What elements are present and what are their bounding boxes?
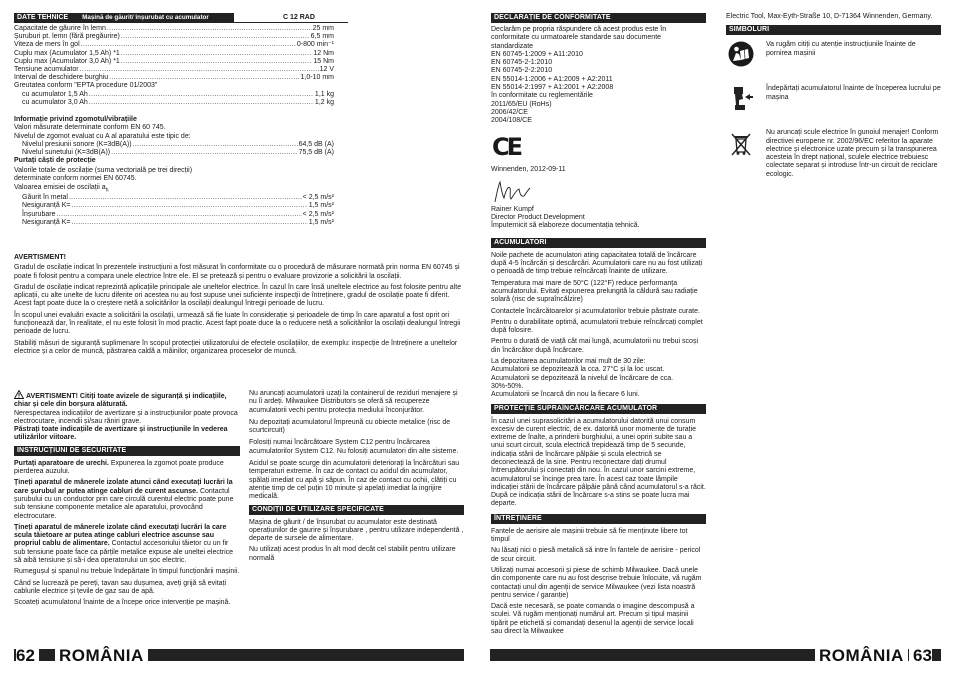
batteries-paragraph: La depozitarea acumulatorilor mai mult de 30 zile: Acumulatorii se depozitează la cca. 27°C și la loc uscat. Acumulatorii se depozitează la nivelul de încărcare de cca. 30%-50%. Acumulatorii se încarcă din nou la fiecare 6 luni. [491,358,674,399]
vibration-value-row: Găurit în metal ..... < 2,5 m/s² [14,194,334,202]
overload-section-header: PROTECȚIE SUPRAÎNCĂRCARE ACUMULATOR [491,404,706,414]
maintenance-section-header: ÎNTREȚINERE [491,514,706,524]
security-paragraph: Țineți aparatul de mânerele izolate atunci când executați lucrări la care șurubul ar putea atinge cabluri de curent ascunse. Contactul șurubului cu un conductor prin care circulă curentul electric poate pune sub tensiune componente metalice ale aparatului, provocând electrocutare. [14,479,234,520]
header-rule [234,22,348,23]
noise-title: Informație privind zgomotul/vibrațiile [14,116,137,123]
signature-icon [493,178,533,206]
spec-row: Viteza de mers în gol ..... 0-800 min⁻¹ [14,41,334,49]
spec-row: Cuplu max (Acumulator 3,0 Ah) *1 ..... 15 Nm [14,58,334,66]
signer-authorization: Împuternicit să elaboreze documentația tehnică. [491,222,640,230]
batteries-paragraph: Pentru o durată de viață cât mai lungă, acumulatorii nu trebui scoși din încărcător după încărcare. [491,338,699,354]
use-paragraph: Mașina de găurit / de înșurubat cu acumulator este destinată operațiunilor de gaurire și înșurubare , pentru utilizare independentă , departe de sursele de alimentare. [249,518,464,543]
vibration-line: determinate conform normei EN 60745. [14,175,137,183]
right-page [477,0,954,677]
spec-row: Interval de deschidere burghiu ..... 1,0-10 mm [14,74,334,82]
technical-data-header [14,13,234,23]
vibration-line: Valorile totale de oscilație (suma vectorială pe trei direcții) [14,167,193,174]
maintenance-paragraph: Fantele de aerisire ale mașinii trebuie să fie menținute libere tot timpul [491,527,688,544]
spec-row: Cuplu max (Acumulator 1,5 Ah) *1 ..... 12 Nm [14,50,334,58]
weight-row: cu acumulator 3,0 Ah ..... 1,2 kg [14,99,334,107]
noise-value-row: Nivelul presiunii sonore (K=3dB(A)) ..... 64,5 dB (A) [14,141,334,149]
batteries-section-header: ACUMULATORI [491,238,706,248]
left-column-1 [14,390,240,608]
right-page-number: 63 [909,646,932,666]
remove-battery-icon [728,85,754,111]
read-manual-icon [728,41,754,67]
noise-value-row: Nivelul sunetului (K=3dB(A)) ..... 75,5 dB (A) [14,149,334,157]
vibration-block [14,167,334,227]
vibration-value-row: Nesiguranță K= ..... 1,5 m/s² [14,202,334,210]
overload-paragraph: În cazul unei suprasolicitări a acumulatorului datorită unui consum excesiv de curent electric, de ex. datorită unor momente de turație extreme de înalte, a prinderii burghiului, a unei opriri subite sau a unui scurt circuit, scula electrică trepidează timp de 5 secunde, indicația stării de încărcare pâlpâie și scula electrică se deconectează de la sine. Pentru reconectare dați drumul întrerupătorului și conectați din nou. În cazul unor sarcini extreme, acumulatorul se încinge prea tare. În acest caz toate lămpile indicației stării de încărcare pâlpâie până când acumulatorul s-a răcit. După ce indicația stării de încărcare s-a stins se poate lucra mai departe. [491,417,706,508]
noise-block [14,116,334,166]
avertisment-paragraph: În scopul unei evaluări exacte a solicitării la oscilații, urmează să fie luate în considerație și perioadele de timp în care aparatul a fost oprit ori funcționează dar, în realitate, el nu este folosit în mod practic. Acest fapt poate duce la o reducere netă a solicitărilor la oscilații dealungul întregii perioade de lucru. [14,311,461,336]
signer-role: Director Product Development [491,214,585,222]
vibration-line: Valoarea emisiei de oscilații $a_h$ [14,183,109,193]
spec-row: Capacitate de găurire în lemn ..... 25 mm [14,25,334,33]
symbol-description: Îndepărtați acumulatorul înainte de începerea lucrului pe mașina [766,85,941,101]
acid-paragraph: Acidul se poate scurge din acumulatorii deteriorați la încărcături sau temperaturi extreme. În caz de contact cu acidul din acumulator, spălați imediat cu apă și săpun. În caz de contact cu ochii, clătiți cu atenție timp de cel puțin 10 minute și apelați imediat la ingrijire medicală. [249,460,460,501]
noise-line: Nivelul de zgomot evaluat cu A al aparatului este tipic de: [14,132,191,140]
avertisment-paragraph: Gradul de oscilație indicat reprezintă aplicațiile principale ale uneltelor electrice. În cazul în care însă uneltele electrice au fost folosite pentru alte aplicații, cu alte unelte de lucru diferite ori acestea nu au fost supuse unei suficiente inspecții de întreținere, gradul de oscilație poate fi diferit. Acest fapt poate duce la o creștere netă a solicitărilor la oscilații dealungul întregii perioade de lucru. [14,283,462,308]
maintenance-paragraph: Nu lăsați nici o piesă metalică să intre în fantele de aerisire - pericol de scur circuit. [491,547,701,563]
ce-mark: CE [492,132,521,161]
avertisment-title: AVERTISMENT! [14,254,66,261]
left-column-2 [249,390,464,563]
conformity-lines: Declarăm pe propria răspundere că acest produs este în conformitate cu urmatoarele standarde sau documente standardizate EN 60745-1:2009 + A11:2010 EN 60745-2-1:2010 EN 60745-2-2:2010 EN 55014-1:2006 + A1:2009 + A2:2011 EN 55014-2:1997 + A1:2001 + A2:2008 în conformitate cu reglementările 2011/65/EU (RoHs) 2006/42/CE 2004/108/CE [491,26,667,125]
weight-heading: Greutatea conform "EPTA procedure 01/2003" [14,82,158,90]
avertisment-paragraph: Gradul de oscilație indicat în prezentele instrucțiuni a fost măsurat în conformitate cu o procedură de măsurare normată prin norma EN 60745 și poate fi folosit pentru a compara unele electrice între ele. El se pretează și pentru o evaluare provizorie a solicitării la oscilații. [14,264,460,280]
symbol-row [726,85,941,115]
battery-storage-paragraph: Nu depozitați acumulatorul împreună cu obiecte metalice (risc de scurtcircuit) [249,418,451,435]
general-warning [14,390,240,443]
maintenance-paragraph: Dacă este necesară, se poate comanda o imagine descompusă a sculei. Vă rugăm menționați numărul art. Precum și tipul mașinii tipărit pe etichetă și comandați desenul la agenții de service locali sau direct la Milwaukee [491,603,695,636]
general-warning-head: AVERTISMENT! Citiți toate avizele de siguranță și indicațiile, chiar și cele din borșura alăturată. [14,393,227,409]
symbol-description: Nu aruncați scule electrice în gunoiul menajer! Conform directivei europene nr. 2002/96/EC referitor la aparate electrice și electronice uzate precum și la transpunerea acesteia în drept național, sculele electrice trebuiesc colectate separat și introduse într-un circuit de reciclare ecologic. [766,129,939,178]
spec-row: Șuruburi pt. lemn (fără pregăurire) ..... 6,5 mm [14,33,334,41]
left-page-title: ROMÂNIA [55,646,148,666]
ear-protection-note: Purtați căști de protecție [14,157,96,165]
charger-paragraph: Folosiți numai încărcătoare System C12 pentru încărcarea acumulatorilor System C12. Nu folosiți acumulatori din alte sisteme. [249,439,459,455]
security-paragraph: Când se lucrează pe pereți, tavan sau dușumea, aveți grijă să evitați cablurile electrice și țevile de gaz sau de apă. [14,579,227,595]
noise-line: Valori măsurate determinate conform EN 60 745. [14,124,166,132]
symbol-row [726,41,941,71]
symbol-row [726,129,941,179]
security-paragraph: Purtați aparatoare de urechi. Expunerea la zgomot poate produce pierderea auzului. [14,459,224,476]
left-page-number: 62 [16,646,39,666]
manufacturer-address: Electric Tool, Max-Eyth-Straße 10, D-71364 Winnenden, Germany. [726,13,933,20]
warning-triangle-icon [14,390,24,399]
batteries-paragraph: Contactele încărcătoarelor și acumulatorilor trebuie păstrate curate. [491,307,700,315]
right-page-title: ROMÂNIA [815,646,908,666]
technical-data-label: DATE TEHNICE [17,14,69,21]
batteries-paragraph: Pentru o durabilitate optimă, acumulatorii trebuie reîncărcați complet după folosire. [491,318,703,335]
right-column-1 [491,13,706,636]
model-number: C 12 RAD [283,14,315,21]
weight-row: cu acumulator 1,5 Ah ..... 1,1 kg [14,91,334,99]
symbols-section-header: SIMBOLURI [726,25,941,35]
general-warning-keep: Păstrați toate indicațiile de avertizare și instrucțiunile în vederea utilizărilor viitoare. [14,426,228,442]
general-warning-text: Nerespectarea indicațiilor de avertizare și a instrucțiunilor poate provoca electrocutare, incendii și/sau răniri grave. [14,409,238,425]
avertisment-block [14,254,464,356]
conformity-section-header: DECLARAȚIE DE CONFORMITATE [491,13,706,23]
battery-disposal-paragraph: Nu aruncați acumulatorii uzați la containerul de reziduri menajere și nu îi ardeți. Milwaukee Distributors se oferă să recupereze acumulatorii vechi pentru protecția mediului înconjurător. [249,390,458,414]
vibration-value-row: Nesiguranță K= ..... 1,5 m/s² [14,219,334,227]
signer-name: Rainer Kumpf [491,205,534,213]
use-section-header: CONDIȚII DE UTILIZARE SPECIFICATE [249,505,464,515]
security-paragraph: Țineți aparatul de mânerele izolate când executați lucrări la care scula tăietoare ar putea atinge cabluri electrice ascunse sau propriul cablu de alimentare. Contactul accesoriului tăietor cu un fir sub tensiune poate face ca părțile metalice expuse ale uneltei electrice să aibă tensiune și să-i dea operatorului un șoc electric. [14,523,234,565]
spec-list [14,25,334,107]
security-paragraph: Scoateți acumulatorul înainte de a începe orice intervenție pe mașină. [14,599,231,607]
security-section-header: INSTRUCȚIUNI DE SECURITATE [14,446,240,456]
use-paragraph: Nu utilizați acest produs în alt mod decât cel stabilit pentru utilizare normală [249,546,456,562]
batteries-paragraph: Noile pachete de acumulatori ating capacitatea totală de încărcare după 4-5 încărcări și descărcări. Acumulatorii care nu au fost utilizați o perioadă de timp trebuie reîncărcați înainte de utilizare. [491,251,703,276]
spec-row: Tensiune acumulator ..... 12 V [14,66,334,74]
security-paragraph: Rumegușul și spanul nu trebuie îndepărtate în timpul funcționării mașinii. [14,568,240,576]
right-column-2 [726,13,941,179]
technical-data-sublabel: Mașină de găurit/ înșurubat cu acumulator [82,14,209,21]
symbol-description: Va rugăm citiți cu atenție instrucțiunile înainte de pornirea mașinii [766,41,916,57]
place-date: Winnenden, 2012-09-11 [491,165,566,173]
avertisment-paragraph: Stabiliți măsuri de siguranță suplimenare în scopul protecției utilizatorului de efectele oscilațiilor, de exemplu: inspecție de întreținere a uneltelor electrice și a celor de muncă, păstrarea caldă a mâinilor, organizarea proceselor de muncă. [14,339,458,355]
maintenance-paragraph: Utilizați numai accesorii și piese de schimb Milwaukee. Dacă unele din componente care nu au fost descrise trebuie înlocuite, vă rugăm contactați unul din agenții de service Milwaukee (vezi lista noastră pentru service / garanție) [491,566,702,599]
weee-bin-icon [728,131,754,157]
batteries-paragraph: Temperatura mai mare de 50°C (122°F) reduce performanța acumulatorului. Evitați expunerea prelungită la căldură sau radiație solară (risc de supraîncălzire) [491,279,698,304]
vibration-value-row: Înșurubare ..... < 2,5 m/s² [14,211,334,219]
